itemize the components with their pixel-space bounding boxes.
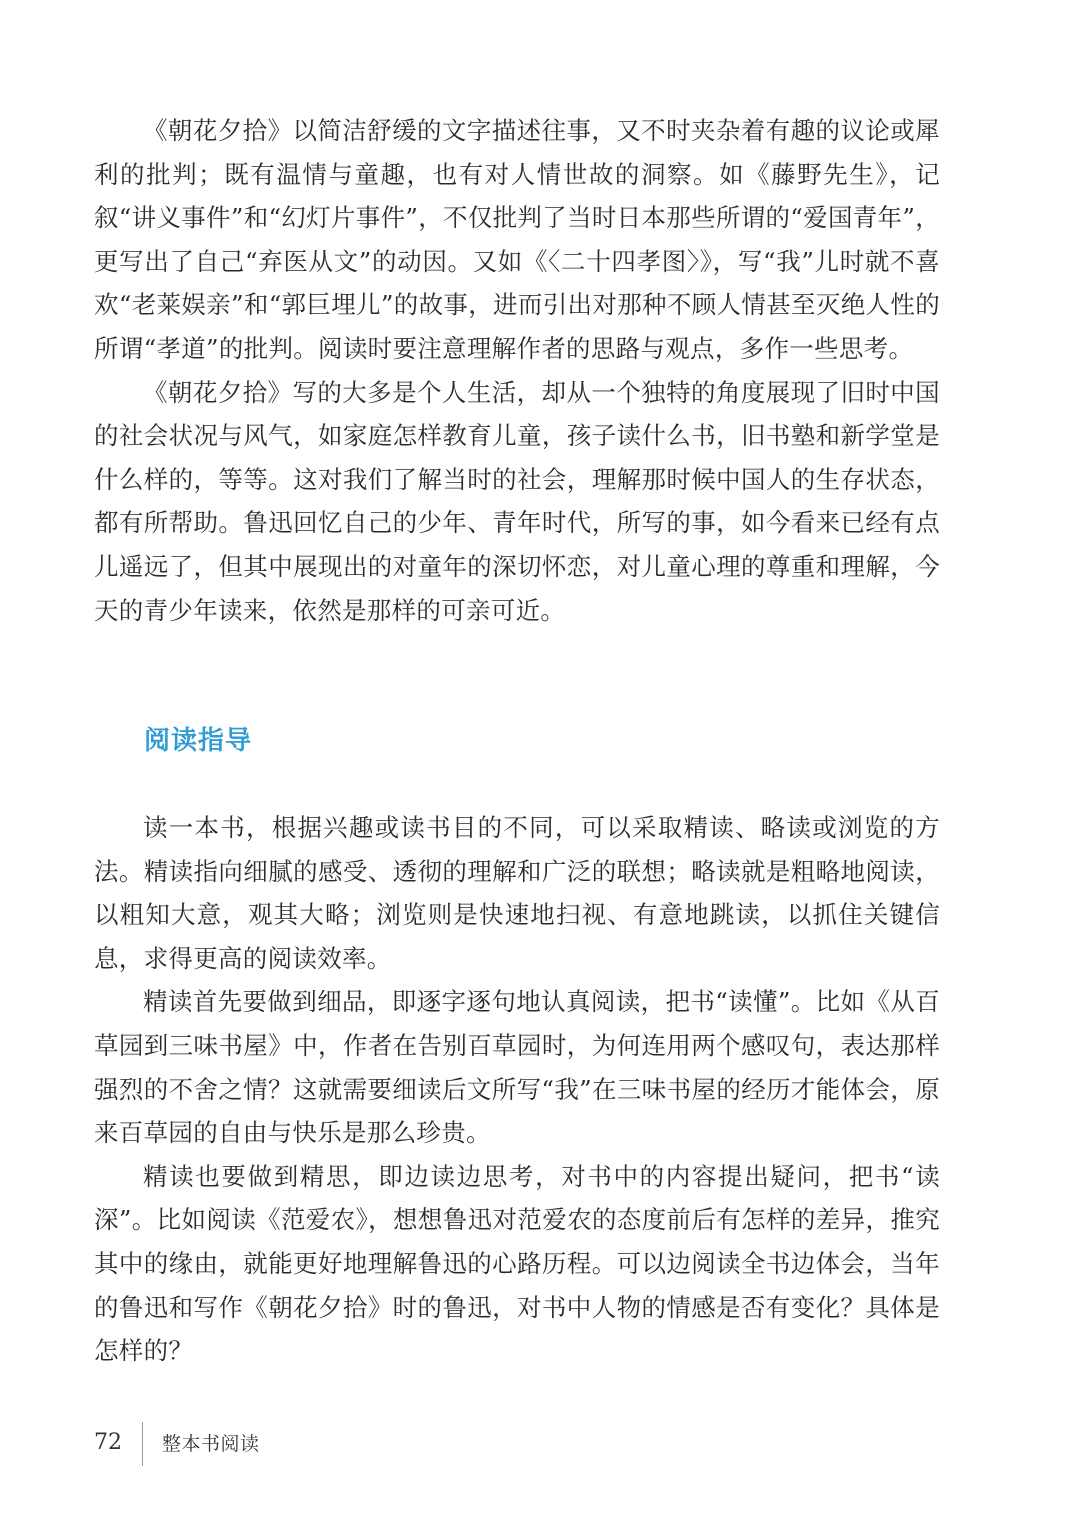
- paragraph: 《朝花夕拾》以简洁舒缓的文字描述往事，又不时夹杂着有趣的议论或犀利的批判；既有温情与童趣，也有对人情世故的洞察。如《藤野先生》，记叙“讲义事件”和“幻灯片事件”，不仅批判了当时日本那些所谓的“爱国青年”，更写出了自己“弃医从文”的动因。又如《〈二十四孝图〉》，写“我”儿时就不喜欢“老莱娱亲”和“郭巨埋儿”的故事，进而引出对那种不顾人情甚至灭绝人性的所谓“孝道”的批判。阅读时要注意理解作者的思路与观点，多作一些思考。: [94, 116, 940, 363]
- footer-divider: [142, 1422, 143, 1466]
- page-number: 72: [94, 1430, 122, 1455]
- running-title: 整本书阅读: [162, 1433, 260, 1455]
- paragraph: 精读也要做到精思，即边读边思考，对书中的内容提出疑问，把书“读深”。比如阅读《范爱农》，想想鲁迅对范爱农的态度前后有怎样的差异，推究其中的缘由，就能更好地理解鲁迅的心路历程。可以边阅读全书边体会，当年的鲁迅和写作《朝花夕拾》时的鲁迅，对书中人物的情感是否有变化？具体是怎样的？: [94, 1161, 940, 1366]
- section-heading: 阅读指导: [144, 726, 253, 756]
- intro-text-block: [94, 109, 940, 632]
- page-footer: [94, 1418, 494, 1474]
- paragraph: 精读首先要做到细品，即逐字逐句地认真阅读，把书“读懂”。比如《从百草园到三味书屋》中，作者在告别百草园时，为何连用两个感叹句，表达那样强烈的不舍之情？这就需要细读后文所写“我”在三味书屋的经历才能体会，原来百草园的自由与快乐是那么珍贵。: [94, 987, 940, 1148]
- reading-guide-text-block: [94, 806, 940, 1373]
- paragraph: 读一本书，根据兴趣或读书目的不同，可以采取精读、略读或浏览的方法。精读指向细腻的感受、透彻的理解和广泛的联想；略读就是粗略地阅读，以粗知大意，观其大略；浏览则是快速地扫视、有意地跳读，以抓住关键信息，求得更高的阅读效率。: [94, 813, 940, 973]
- paragraph: 《朝花夕拾》写的大多是个人生活，却从一个独特的角度展现了旧时中国的社会状况与风气，如家庭怎样教育儿童，孩子读什么书，旧书塾和新学堂是什么样的，等等。这对我们了解当时的社会，理解那时候中国人的生存状态，都有所帮助。鲁迅回忆自己的少年、青年时代，所写的事，如今看来已经有点儿遥远了，但其中展现出的对童年的深切怀恋，对儿童心理的尊重和理解，今天的青少年读来，依然是那样的可亲可近。: [94, 377, 940, 625]
